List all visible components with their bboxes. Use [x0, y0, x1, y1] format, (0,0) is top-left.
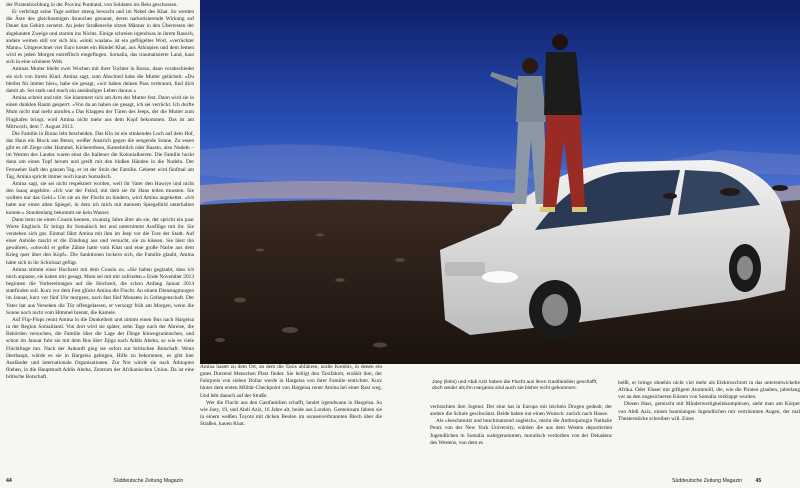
paragraph: verbrachten ihre Jugend. Der eine hat in Europa mit leichten Drogen gedealt, der andere die Schule geschwänzt. Beide haben nur einen Wunsch: zurück nach Hause.	[430, 404, 612, 418]
right-magazine-name: Süddeutsche Zeitung Magazin	[672, 478, 743, 484]
left-text-column	[6, 2, 194, 472]
paragraph: Aminas Mutter bleibt zwei Wochen mit ihrer Tochter in Burao, dann verabschiedet sie sich von ihrem Kind. Amina sagt, zum Abschied habe die Mutter gelächelt. »Du bleibst für immer hier«, habe sie gesagt, »wir haben deinen Pass verbrannt, find dich damit ab. Sei stark und mach ein anständiges Leben daraus.«	[6, 66, 194, 94]
footer-left	[6, 478, 183, 484]
left-page-number: 44	[6, 478, 12, 484]
bottom-column-2	[430, 404, 612, 474]
photo-caption: Joey (links) und Abdi Aziz haben die Flucht aus ihren Gastfamilien geschafft, doch weder als ihn Hargeisa sind auch sie bisher nicht gekommen.	[432, 380, 598, 392]
paragraph: Er verbringt seine Tage seither streng bewacht und im Nebel des Khat. So werden die Äste des gleichnamigen Strauches genannt, deren narkotisierende Wirkung auf Dauer das Gehirn zersetzt. An jeder Straßenecke sitzen Männer in den Überresten der abgekauten Zweige und starren ins Nichts. Einige schreien irgendwas in ihrem Rausch, andere weinen still vor sich hin, »sinki waalan« ist ein geflügeltes Wort, »verrückter Mann«. Umgerechnet vier Euro kostet ein Bündel Khat, aus Äthiopien und dem Jemen wird es jeden Morgen entreffisch eingeflogen. Somalia, das traumatisierte Land, kaut sich in eine schönere Welt.	[6, 9, 194, 66]
paragraph: Amina sagt, sie sei nicht respektiert worden, weil ihr Vater den Hawiye und nicht den Isaaq angehöre. »Ich war der Feind, mit dem sie ihr Haus teilen mussten. Sie wollten nur das Geld.« Um sie an der Flucht zu hindern, wird Amina angekettet. »Ich hatte nur einen alten Spiegel, in dem ich mich mit meinem Spiegelbild unterhalten konnte.« Stundenlang bekommt sie kein Wasser.	[6, 180, 194, 216]
paragraph: heißt, er bringe ohnehin nicht viel mehr als Elektroschrott in das unterentwickelte Afrika. Oder Fässer mit giftigem Atommüll, die, wie die Piraten glauben, jahrelang vor an den ungesicherten Küsten von Somalia verklappt wurden.	[618, 380, 800, 401]
paragraph: Diesen Hass, gemischt mit Minderwertigkeitskomplexen, sieht man am Körper von Abdi Aziz, einem baumlangen Jugendlichen mit verträumten Augen, der mal Theaterstücke schreiben will. Eines	[618, 401, 800, 422]
paragraph: Amina hastet zu dem Ort, an dem die Taxis abfahren, uralte Kombis, in denen ein gutes Dutzend Menschen Platz findet. Sie beliigt den Taxifahrer, erzählt ihm, der Fahrpreis von sieben Dollar werde in Hargeisa von ihrer Familie entrichtet. Kurz hinter dem ersten Militär-Checkpoint von Hargeisa rennt Amina bei einer Rast weg. Und lebt danach auf der Straße.	[200, 364, 382, 399]
footer-right	[672, 478, 761, 484]
paragraph: Als »beschmutzt und beschmutzend zugleich«, meint die Anthropologin Nathalie Peutz von der New York University, würden die aus dem Westen deportierten Jugendlichen in Somalia wahrgenommen, moralisch verdorben von der Dekadenz des Westens, von dem es	[430, 418, 612, 446]
photo-illustration	[200, 0, 800, 364]
paragraph: Wer die Flucht aus den Gastfamilien schafft, landet irgendwann in Hargeisa. So wie Joey, 19, und Abdi Aziz, 16 Jahre alt, beide aus London. Gemeinsam fahren sie in einem weißen Toyota mit dicken Beulen im sonnenverbrannten Blech über die Straßen, kauen Khat.	[200, 399, 382, 428]
bottom-text-area	[200, 364, 800, 474]
bottom-column-1	[200, 364, 382, 474]
paragraph: Dann lernt sie einen Cousin kennen, zwanzig Jahre älter als sie, der spricht ein paar Worte Englisch. Er bringt ihr Somalisch bei und unternimmt Ausflüge mit ihr. Sie verstehen sich gut. Einmal fährt Amina mit ihm im Jeep vor die Tore der Stadt. Auf einer Anhöhe macht er die Zündung aus und versucht, sie zu küssen. Sie lässt ihn gewähren, »obwohl er gelbe Zähne hatte vom Khat und eine große Narbe aus dem Krieg quer über den Kopf«. Die Sanktionen lockern sich, die Familie glaubt, Amina hätte sich in ihr Schicksal gefügt.	[6, 216, 194, 266]
bottom-column-3	[618, 380, 800, 474]
paragraph: der Piratenhochburg in der Provinz Puntland, von Soldaten ins Bein geschossen.	[6, 2, 178, 8]
left-magazine-name: Süddeutsche Zeitung Magazin	[113, 478, 184, 484]
photo	[200, 0, 800, 364]
paragraph: Auf Flip-Flops rennt Amina in die Dunkelheit und nimmt einen Bus nach Hargeisa in der Region Somaliland. Von dort wird sie später, zehn Tage nach der Abreise, die Behörden versuchen, die Familie über die Lage der Dinge hinwegzutäuschen, und schon im Januar fuhr sie mit dem Bus über Jijiga nach Addis Abeba, so wie es viele Flüchtlinge tun. Nach der Ankunft ging sie sofort zur britischen Botschaft. Wenn überhaupt, würde es sie in Hargeisa gelingen, Hilfe zu bekommen, es gibt hier Ausländer und internationale Organisationen. Zur Not würde sie nach Äthiopien fliehen, in die Hauptstadt Addis Abeba, Zentrum der Afrikanischen Union. Da ist eine britische Botschaft.	[6, 316, 194, 381]
paragraph: Amina stimmt einer Hochzeit mit dem Cousin zu. »Sie haben geglaubt, dass ich mich anpasse, sie haben mir gesagt, Mum sei mit mir zufrieden.« Ende November 2013 beginnen die Vorbereitungen auf die Hochzeit, die schon Anfang Januar 2014 stattfinden soll. Kurz vor dem Fest glückt Amina die Flucht. An einem Dienstagmorgen im Januar, kurz vor fünf Uhr morgens, nach fast fünf Monaten in Gefangenschaft. Der Vater hat aus Versehen die Tür offengelassen, er versorgt früh am Morgen, wenn die Sonne noch nicht vom Himmel brennt, die Kamele.	[6, 266, 194, 316]
right-page-number: 45	[755, 478, 762, 484]
paragraph: Amina schreit und tobt. Sie klammert sich am Arm der Mutter fest. Dann wird sie in einen dunklen Raum gesperrt. »Von da an haben sie gesagt, ich sei verrückt. Ich durfte Mum nicht mal mehr anrufen.« Das Klappen der Türen des Jeeps, der die Mutter zum Flughafen bringt, wird Amina nicht mehr aus dem Kopf bekommen. Das ist am Mittwoch, dem 7. August 2013.	[6, 95, 194, 130]
paragraph: Die Familie in Burao lebt bescheiden. Das Klo ist ein stinkendes Loch auf dem Hof, das Haus ein Block aus Beton, weißer Anstrich gegen die sengende Sonne. Zu essen gibt es oft Ziege oder Hammel, Kichererbsen, Kamelmilch oder Baasto, also Nudeln – im Westen des Landes waren einst die Italiener die Kolonialherren. Die Familie hockt dann um einen Topf herum und greift mit den bloßen Händen in die Nudeln. Der Fernseher läuft den ganzen Tag, er ist der Stolz der Familie. Gebetet wird fünfmal am Tag, Amina spricht immer noch kaum Somalisch.	[6, 130, 194, 180]
